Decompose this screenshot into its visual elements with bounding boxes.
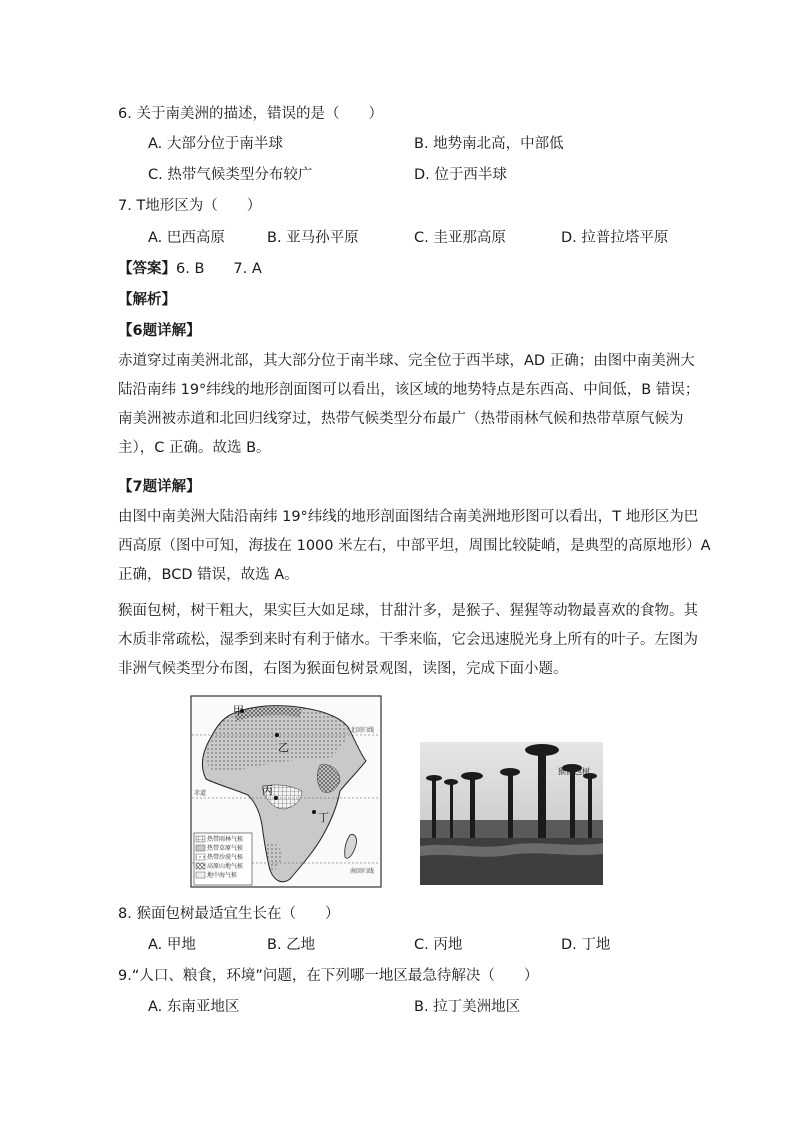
legend-item: 地中海气候 [207,872,238,879]
tropic-label: 北回归线 [350,727,375,734]
place-ding-label: 丁 [318,811,329,824]
question-8-option-d: D. 丁地 [561,937,611,953]
baobab-intro [118,597,698,684]
question-9-option-a: A. 东南亚地区 [148,999,240,1015]
legend-item: 热带草原气候 [207,845,244,852]
detail-7-line: 西高原（图中可知，海拔在 1000 米左右，中部平坦，周围比较陡峭，是典型的高原地形）A [118,538,711,554]
detail-6-label: 【6题详解】 [118,323,201,339]
question-7-option-b: B. 亚马孙平原 [267,230,359,246]
question-6-option-a: A. 大部分位于南半球 [148,136,283,152]
question-9-option-b: B. 拉丁美洲地区 [414,999,521,1015]
question-9-stem: 9.“人口、粮食，环境”问题，在下列哪一地区最急待解决（ ） [118,968,539,984]
intro-line: 木质非常疏松，湿季到来时有利于储水。干季来临，它会迅速脱光身上所有的叶子。左图为 [118,632,698,648]
baobab-photo [420,742,603,885]
question-8-stem: 8. 猴面包树最适宜生长在（ ） [118,906,340,922]
answer-text: 6. B 7. A [176,261,262,277]
detail-6-line: 赤道穿过南美洲北部，其大部分位于南半球、完全位于西半球，AD 正确；由图中南美洲大 [118,353,695,369]
detail-7-line: 由图中南美洲大陆沿南纬 19°纬线的地形剖面图结合南美洲地形图可以看出，T 地形区为巴 [118,509,699,525]
detail-6-line: 陆沿南纬 19°纬线的地形剖面图可以看出，该区域的地势特点是东西高、中间低，B 错误； [118,382,700,398]
question-8-option-c: C. 丙地 [414,937,463,953]
answer-label: 【答案】 [118,261,176,277]
legend-item: 热带雨林气候 [207,836,244,843]
legend-item: 高原山地气候 [207,863,244,870]
photo-caption: 猴面包树 [558,767,590,776]
question-8-option-a: A. 甲地 [148,937,196,953]
detail-7-line: 正确，BCD 错误，故选 A。 [118,567,299,583]
question-6-stem: 6. 关于南美洲的描述，错误的是（ ） [118,106,383,122]
equator-label: 赤道 [194,790,207,797]
place-bing-label: 丙 [262,784,273,797]
answer-row [118,259,262,279]
map-legend [194,833,252,885]
question-6-option-b: B. 地势南北高，中部低 [414,136,564,152]
tropic-south-label: 南回归线 [350,868,375,875]
detail-6-line: 南美洲被赤道和北回归线穿过，热带气候类型分布最广（热带雨林气候和热带草原气候为 [118,411,684,427]
question-8-option-b: B. 乙地 [267,937,316,953]
question-6-option-c: C. 热带气候类型分布较广 [148,167,313,183]
question-7-stem: 7. T地形区为（ ） [118,198,262,214]
question-7-option-c: C. 圭亚那高原 [414,230,506,246]
africa-climate-map [190,695,382,888]
question-6-option-d: D. 位于西半球 [414,167,507,183]
question-7-option-a: A. 巴西高原 [148,230,225,246]
analysis-label: 【解析】 [118,292,176,308]
intro-line: 非洲气候类型分布图，右图为猴面包树景观图，读图，完成下面小题。 [118,661,568,677]
detail-7-label: 【7题详解】 [118,479,201,495]
detail-6-text [118,347,700,463]
question-7-option-d: D. 拉普拉塔平原 [561,230,669,246]
intro-line: 猴面包树，树干粗大，果实巨大如足球，甘甜汁多，是猴子、猩猩等动物最喜欢的食物。其 [118,603,698,619]
place-yi-label: 乙 [278,741,289,754]
place-jia-label: 甲 [233,704,244,717]
detail-6-line: 主），C 正确。故选 B。 [118,440,271,456]
detail-7-text [118,503,711,590]
legend-item: 热带沙漠气候 [207,854,244,861]
